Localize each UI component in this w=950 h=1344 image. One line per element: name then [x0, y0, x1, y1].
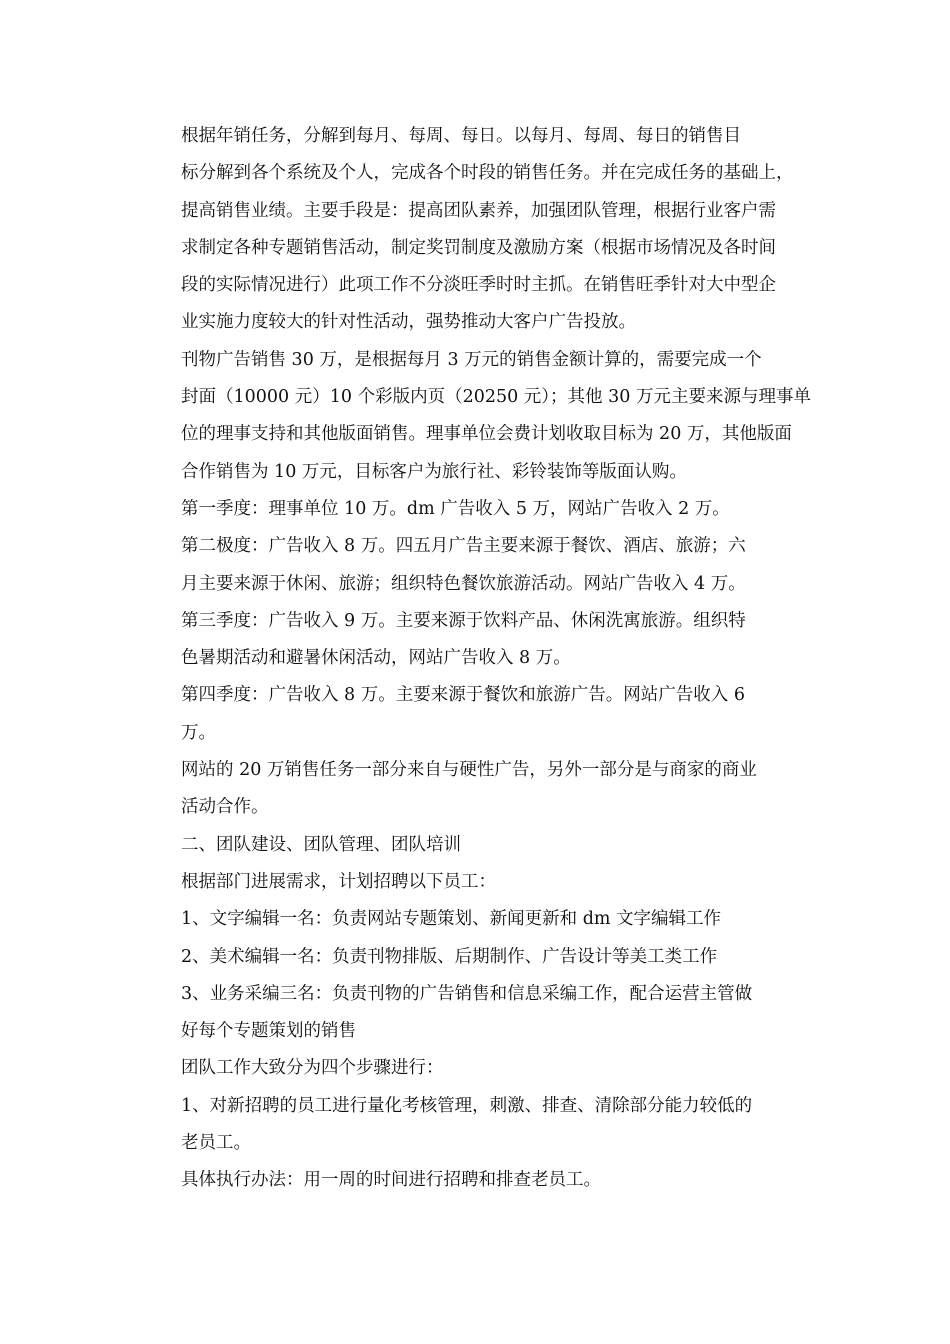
document-paragraph [144, 603, 810, 678]
document-paragraph [144, 939, 810, 976]
paragraph-line: 第一季度：理事单位 10 万。dm 广告收入 5 万，网站广告收入 2 万。 [181, 498, 730, 519]
document-paragraph [144, 677, 810, 752]
paragraph-line: 第三季度：广告收入 9 万。主要来源于饮料产品、休闲洗寓旅游。组织特 [181, 610, 746, 631]
document-paragraph [144, 528, 810, 603]
paragraph-line: 老员工。 [181, 1133, 251, 1154]
paragraph-line: 刊物广告销售 30 万，是根据每月 3 万元的销售金额计算的，需要完成一个 [181, 349, 762, 370]
paragraph-line: 1、文字编辑一名：负责网站专题策划、新闻更新和 dm 文字编辑工作 [181, 909, 722, 930]
paragraph-line: 好每个专题策划的销售 [181, 1021, 356, 1042]
document-paragraph [144, 342, 810, 491]
paragraph-line: 第四季度：广告收入 8 万。主要来源于餐饮和旅游广告。网站广告收入 6 [181, 685, 745, 706]
paragraph-line: 段的实际情况进行）此项工作不分淡旺季时时主抓。在销售旺季针对大中型企 [181, 275, 776, 296]
document-paragraph [144, 491, 810, 528]
paragraph-line: 标分解到各个系统及个人，完成各个时段的销售任务。并在完成任务的基础上， [181, 163, 794, 184]
paragraph-line: 网站的 20 万销售任务一部分来自与硬性广告，另外一部分是与商家的商业 [181, 760, 757, 781]
paragraph-line: 活动合作。 [181, 797, 269, 818]
paragraph-line: 封面（10000 元）10 个彩版内页（20250 元）；其他 30 万元主要来源与理事单 [181, 387, 811, 408]
document-paragraph [144, 118, 810, 342]
paragraph-line: 提高销售业绩。主要手段是：提高团队素养，加强团队管理，根据行业客户需 [181, 200, 776, 221]
paragraph-line: 根据年销任务，分解到每月、每周、每日。以每月、每周、每日的销售目 [181, 126, 741, 146]
paragraph-line: 月主要来源于休闲、旅游；组织特色餐饮旅游活动。网站广告收入 4 万。 [181, 573, 746, 594]
paragraph-line: 1、对新招聘的员工进行量化考核管理，刺激、排查、清除部分能力较低的 [181, 1095, 753, 1116]
paragraph-line: 团队工作大致分为四个步骤进行： [181, 1058, 444, 1079]
paragraph-line: 具体执行办法：用一周的时间进行招聘和排查老员工。 [181, 1170, 601, 1191]
paragraph-line: 二、团队建设、团队管理、团队培训 [181, 834, 461, 855]
document-body [144, 118, 810, 1200]
paragraph-line: 色暑期活动和避暑休闲活动，网站广告收入 8 万。 [181, 648, 571, 669]
document-paragraph [144, 1162, 810, 1199]
paragraph-line: 合作销售为 10 万元，目标客户为旅行社、彩铃装饰等版面认购。 [181, 461, 687, 482]
paragraph-line: 业实施力度较大的针对性活动，强势推动大客户广告投放。 [181, 312, 636, 333]
document-paragraph [144, 1088, 810, 1163]
document-paragraph [144, 827, 810, 864]
document-paragraph [144, 1050, 810, 1087]
paragraph-line: 2、美术编辑一名：负责刊物排版、后期制作、广告设计等美工类工作 [181, 946, 718, 967]
document-paragraph [144, 752, 810, 827]
paragraph-line: 万。 [181, 722, 216, 743]
paragraph-line: 第二极度：广告收入 8 万。四五月广告主要来源于餐饮、酒店、旅游；六 [181, 536, 746, 557]
paragraph-line: 求制定各种专题销售活动，制定奖罚制度及激励方案（根据市场情况及各时间 [181, 237, 776, 258]
document-paragraph [144, 976, 810, 1051]
document-paragraph [144, 901, 810, 938]
paragraph-line: 根据部门进展需求，计划招聘以下员工： [181, 871, 496, 892]
paragraph-line: 3、业务采编三名：负责刊物的广告销售和信息采编工作，配合运营主管做 [181, 983, 753, 1004]
paragraph-line: 位的理事支持和其他版面销售。理事单位会费计划收取目标为 20 万，其他版面 [181, 424, 792, 445]
document-paragraph [144, 864, 810, 901]
